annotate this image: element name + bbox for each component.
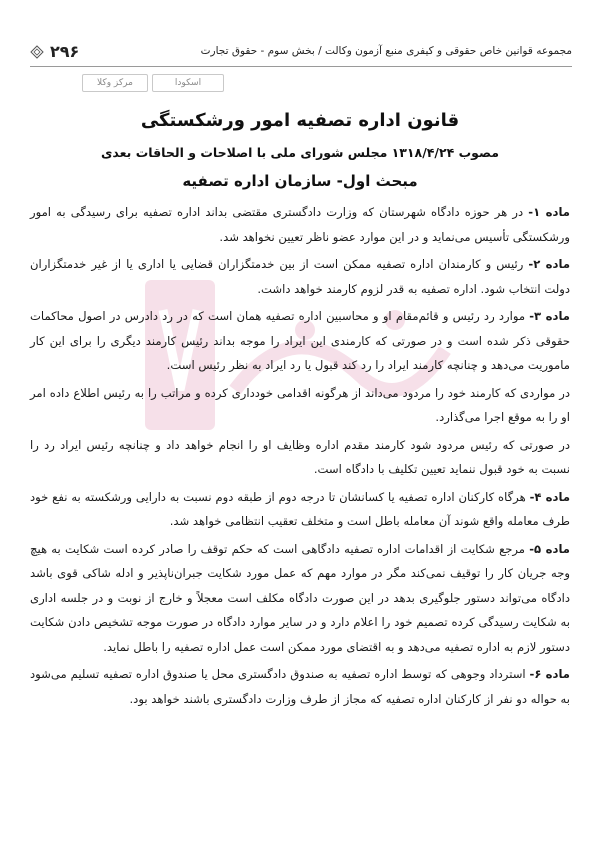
running-title: مجموعه قوانین خاص حقوقی و کیفری منبع آزمون وکالت / بخش سوم - حقوق تجارت	[200, 45, 572, 57]
article-text: در هر حوزه دادگاه شهرستان که وزارت دادگستری مقتضی بداند اداره تصفیه برای رسیدگی به امور ورشکستگی تأسیس می‌نماید و در این موارد عضو ناظر تعیین نخواهد شد.	[30, 205, 570, 244]
article-label: ماده ۱-	[528, 205, 570, 219]
section-heading: مبحث اول- سازمان اداره تصفیه	[182, 172, 418, 190]
page-number: ۲۹۶	[50, 41, 80, 61]
tab-skovda[interactable]: اسکودا	[152, 74, 224, 92]
ornament-diamond-icon	[30, 44, 44, 58]
law-subtitle: مصوب ۱۳۱۸/۴/۲۴ مجلس شورای ملی با اصلاحات و الحاقات بعدی	[100, 145, 500, 160]
document-body	[30, 200, 570, 714]
article-text: در مواردی که کارمند خود را مردود می‌داند از هرگونه اقدامی خودداری کرده و مراتب را به رئیس اطلاع داده امر او را به موقع اجرا می‌گذارد.	[30, 385, 570, 424]
article-label: ماده ۳-	[529, 309, 570, 323]
page-number-group	[30, 42, 79, 61]
page-header	[30, 38, 572, 64]
article-text: در صورتی که رئیس مردود شود کارمند مقدم اداره وظایف او را انجام خواهد داد و چنانچه رئیس ایراد رد را نسبت به خود قبول ننماید تعیین تکلیف با دادگاه است.	[30, 437, 570, 476]
article-paragraph	[30, 537, 570, 660]
article-paragraph	[30, 200, 570, 249]
article-label: ماده ۵-	[529, 541, 570, 556]
article-label: ماده ۲-	[528, 257, 570, 271]
article-text: مرجع شکایت از اقدامات اداره تصفیه دادگاهی است که حکم توقف را صادر کرده است شکایت به هیچ وجه جریان کار را توقیف نمی‌کند مگر در موارد مهم که عمل مورد شکایت جبران‌ناپذیر و ادله شاکی قوی باشد دادگاه می‌تواند دستور جلوگیری بدهد در این صورت دادگاه مکلف است معجلاً و خارج از نوبت و در جلسه اداری به شکایت رسیدگی کرده تصمیم خود را اعلام دارد و در سایر موارد دادگاه در صورت موجه تشخیص دادن شکایت دستور لازم به اداره تصفیه می‌دهد و به اقتضای مورد ممکن است عمل اداره تصفیه را باطل نماید.	[30, 541, 570, 654]
article-text: استرداد وجوهی که توسط اداره تصفیه به صندوق دادگستری محل یا صندوق اداره تصفیه تسلیم می‌شود به حواله دو نفر از کارکنان اداره تصفیه که مجاز از طرف وزارت دادگستری باشند خواهد بود.	[30, 667, 570, 706]
article-text: هرگاه کارکنان اداره تصفیه یا کسانشان تا درجه دوم از طبقه دوم نسبت به دارایی ورشکسته به نفع خود طرف معامله واقع شوند آن معامله باطل است و متخلف تعقیب انتظامی خواهد شد.	[30, 489, 570, 528]
article-paragraph	[30, 252, 570, 301]
article-label: ماده ۴-	[529, 489, 570, 504]
article-paragraph	[30, 485, 570, 534]
source-tabs	[82, 74, 224, 92]
article-paragraph	[30, 304, 570, 378]
law-title: قانون اداره تصفیه امور ورشکستگی	[140, 110, 460, 131]
article-text: موارد رد رئیس و قائم‌مقام او و محاسبین اداره تصفیه همان است که در رد دادرس در اصول محاکمات حقوقی ذکر شده است و در صورتی که کارمندی این ایراد را موجه بداند رئیس کارمند دیگری را برای این کار ماموریت می‌دهد و چنانچه کارمند ایراد را رد کند قبول یا رد ایراد به نظر رئیس است.	[30, 309, 570, 372]
note-paragraph	[30, 433, 570, 482]
article-paragraph	[30, 662, 570, 711]
article-label: ماده ۶-	[529, 667, 570, 681]
note-paragraph	[30, 381, 570, 430]
article-text: رئیس و کارمندان اداره تصفیه ممکن است از بین خدمتگزاران قضایی یا اداری یا از غیر خدمتگزاران دولت انتخاب شود. اداره تصفیه به قدر لزوم کارمند خواهد داشت.	[30, 257, 570, 296]
tab-markaz-vokala[interactable]: مرکز وکلا	[82, 74, 148, 92]
header-divider	[30, 66, 572, 67]
